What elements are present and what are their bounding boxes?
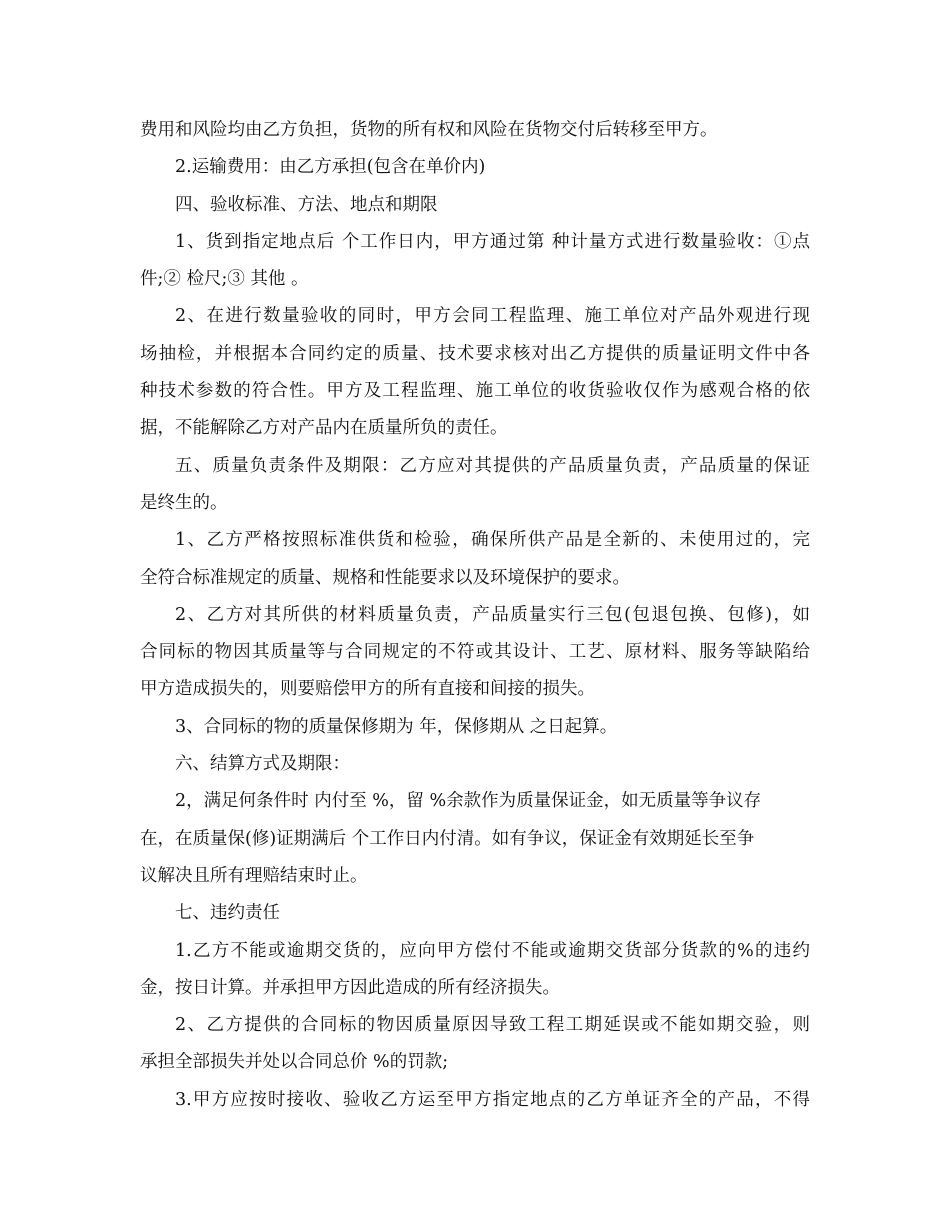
- text-line: 2、乙方对其所供的材料质量负责，产品质量实行三包(包退包换、包修)，如: [175, 604, 810, 625]
- text-line: 2、乙方提供的合同标的物因质量原因导致工程工期延误或不能如期交验，则: [175, 1015, 810, 1036]
- text-line: 2，满足何条件时 内付至 %，留 %余款作为质量保证金，如无质量等争议存: [175, 791, 762, 812]
- text-line: 据，不能解除乙方对产品内在质量所负的责任。: [140, 418, 508, 439]
- text-line: 种技术参数的符合性。甲方及工程监理、施工单位的收货验收仅作为感观合格的依: [140, 381, 810, 402]
- text-line: 3.甲方应按时接收、验收乙方运至甲方指定地点的乙方单证齐全的产品，不得: [175, 1089, 810, 1110]
- text-line: 合同标的物因其质量等与合同规定的不符或其设计、工艺、原材料、服务等缺陷给: [140, 642, 810, 663]
- text-line: 1、乙方严格按照标准供货和检验，确保所供产品是全新的、未使用过的，完: [175, 530, 810, 551]
- text-line: 是终生的。: [140, 492, 228, 513]
- text-line: 全符合标准规定的质量、规格和性能要求以及环境保护的要求。: [140, 567, 630, 588]
- text-line: 2、在进行数量验收的同时，甲方会同工程监理、施工单位对产品外观进行现: [175, 306, 810, 327]
- text-line: 在，在质量保(修)证期满后 个工作日内付清。如有争议，保证金有效期延长至争: [140, 828, 755, 849]
- text-line: 四、验收标准、方法、地点和期限: [175, 194, 438, 215]
- text-line: 费用和风险均由乙方负担，货物的所有权和风险在货物交付后转移至甲方。: [140, 120, 718, 140]
- text-line: 件;② 检尺;③ 其他 。: [140, 269, 309, 290]
- text-line: 六、结算方式及期限：: [175, 754, 350, 775]
- text-line: 3、合同标的物的质量保修期为 年，保修期从 之日起算。: [175, 716, 618, 737]
- document-body: [140, 112, 810, 1119]
- text-line: 1.乙方不能或逾期交货的，应向甲方偿付不能或逾期交货部分货款的%的违约: [175, 940, 810, 961]
- text-line: 甲方造成损失的，则要赔偿甲方的所有直接和间接的损失。: [140, 679, 595, 700]
- text-line: 议解决且所有理赔结束时止。: [140, 865, 368, 886]
- text-line: 承担全部损失并处以合同总价 %的罚款;: [140, 1052, 449, 1073]
- text-line: 七、违约责任: [175, 903, 280, 924]
- text-line: 1、货到指定地点后 个工作日内，甲方通过第 种计量方式进行数量验收：①点: [175, 231, 810, 252]
- text-line: 五、质量负责条件及期限：乙方应对其提供的产品质量负责，产品质量的保证: [175, 455, 810, 476]
- text-line: 金，按日计算。并承担甲方因此造成的所有经济损失。: [140, 977, 560, 998]
- text-line: 场抽检，并根据本合同约定的质量、技术要求核对出乙方提供的质量证明文件中各: [140, 343, 810, 364]
- text-line: 2.运输费用：由乙方承担(包含在单价内): [175, 157, 486, 178]
